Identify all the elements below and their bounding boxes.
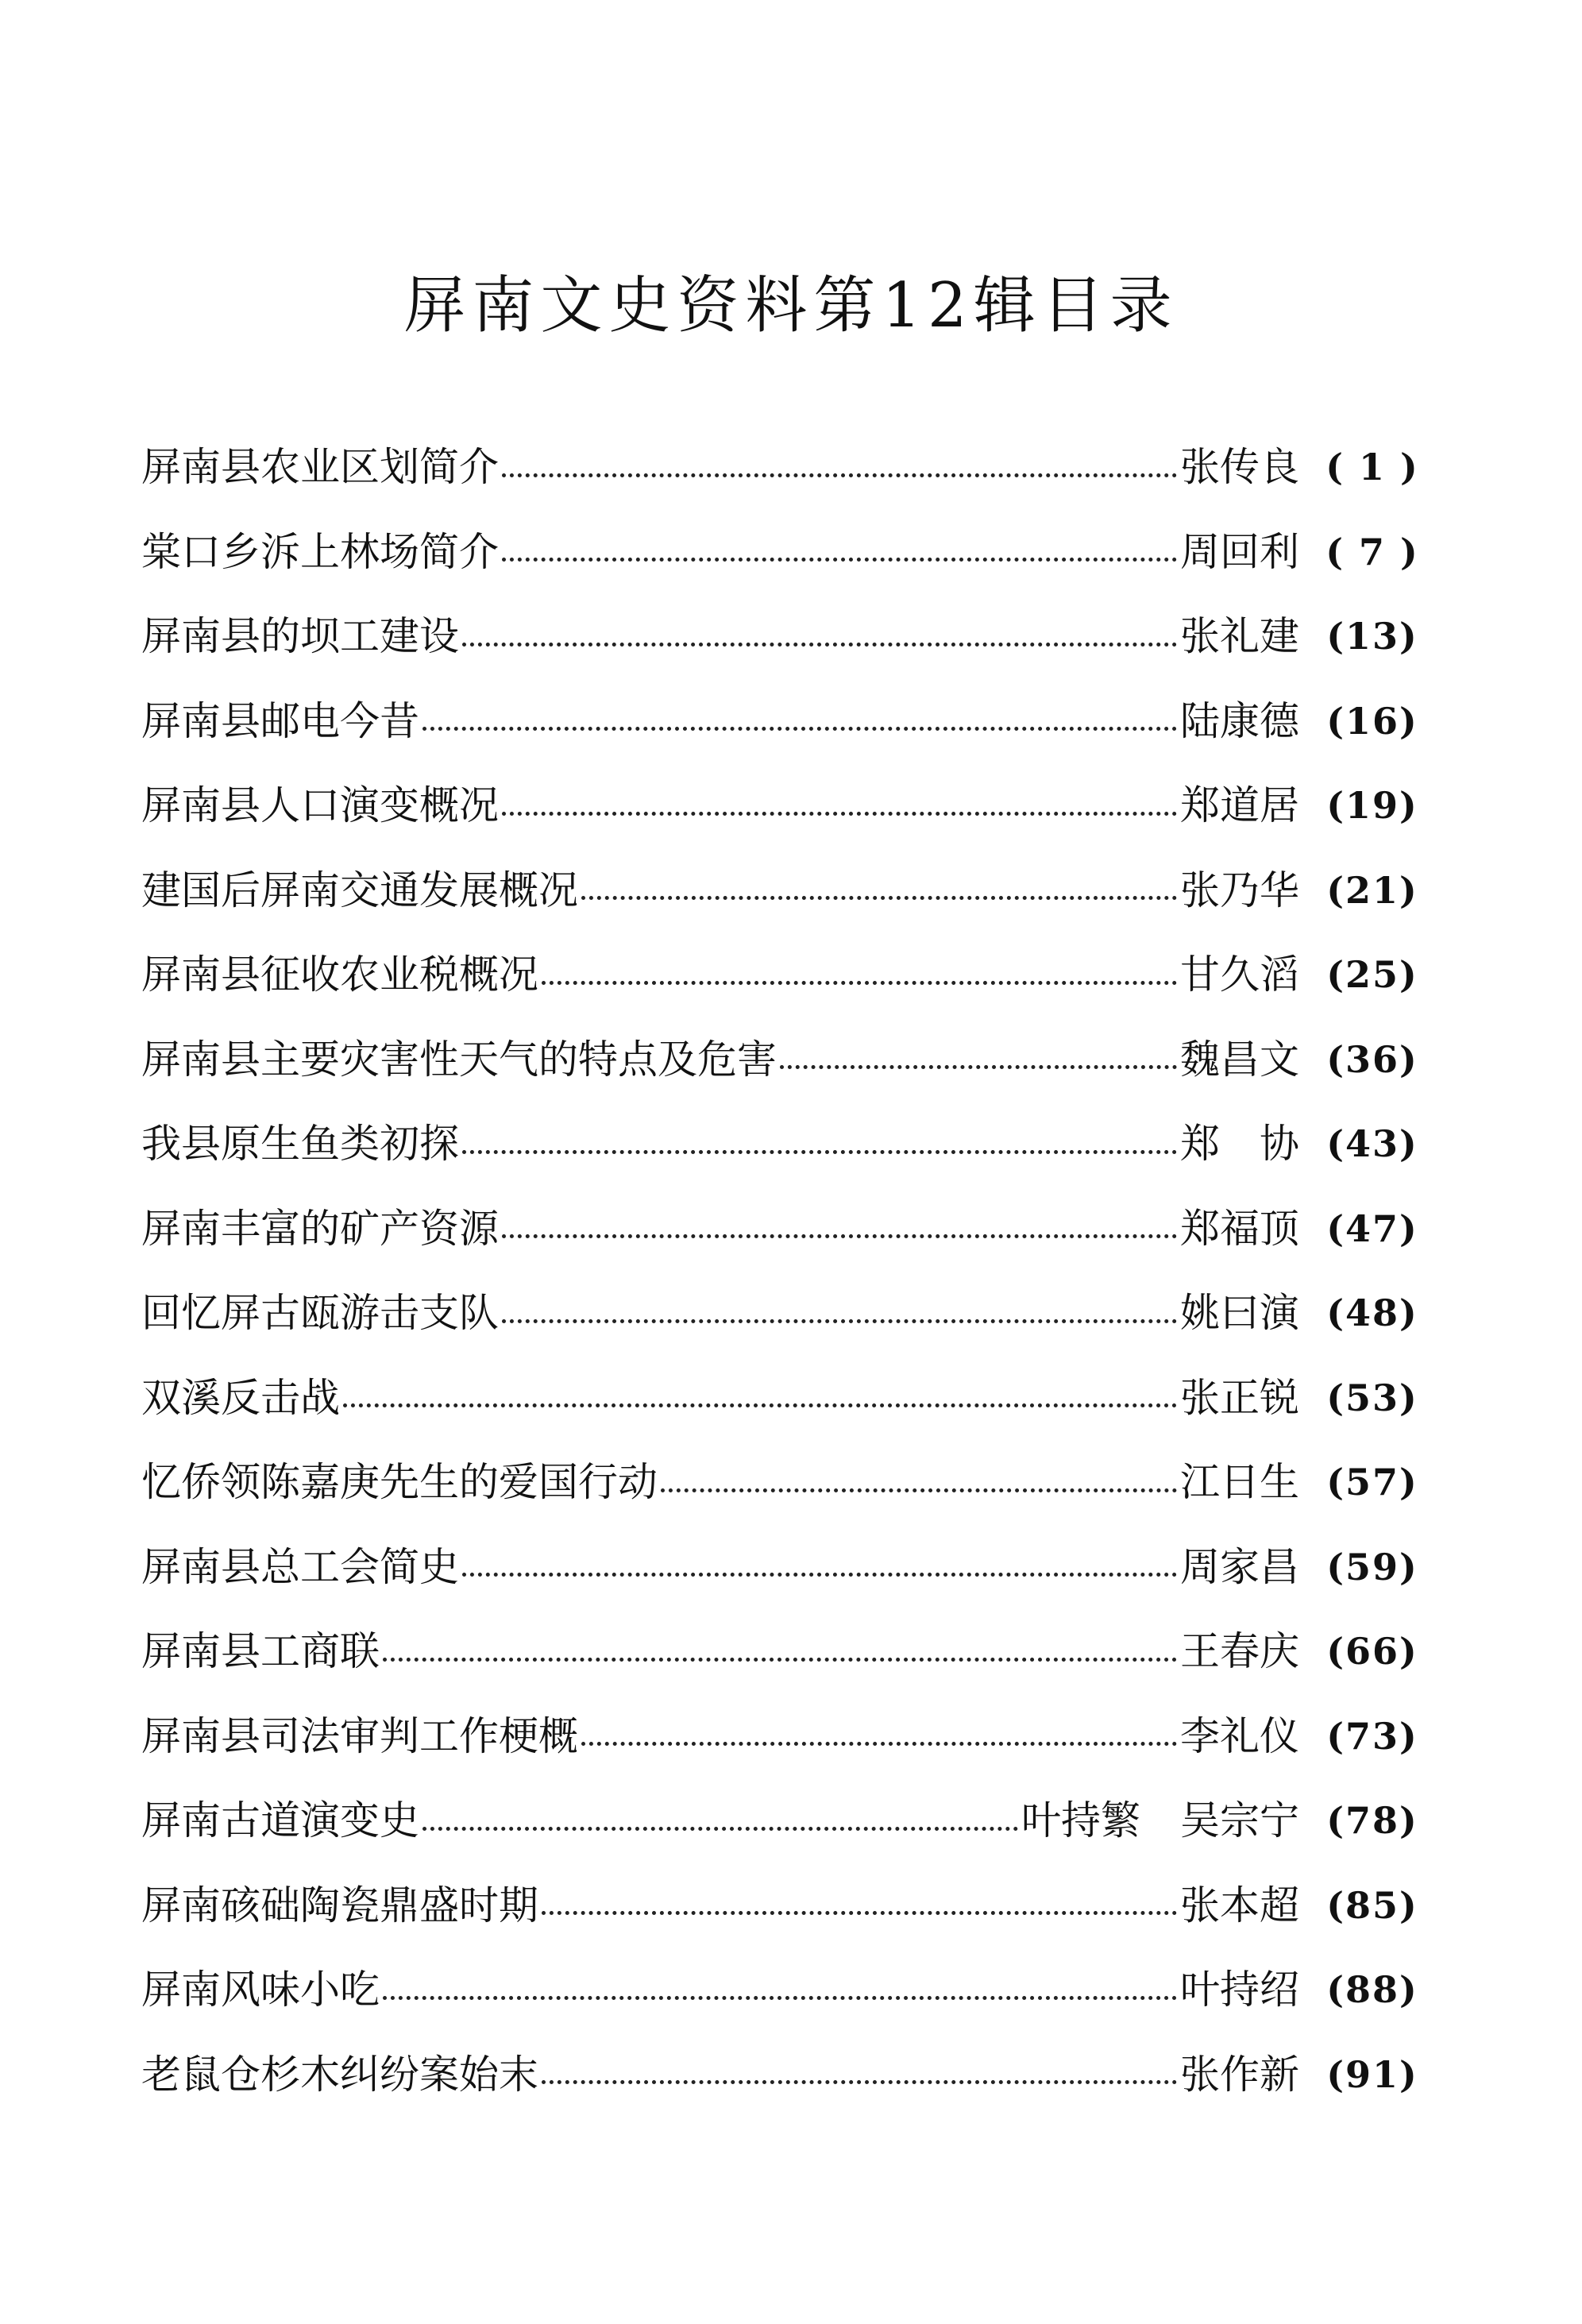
dot-leader [502,812,1177,816]
entry-author: 王春庆 [1180,1628,1299,1675]
dot-leader [661,1488,1177,1492]
entry-title: 屏南县人口演变概况 [141,782,499,829]
entry-page-number: (73) [1326,1714,1418,1758]
entry-author: 李礼仪 [1180,1712,1299,1759]
dot-leader [423,727,1177,731]
toc-entry [141,763,1445,848]
entry-author: 张正锐 [1180,1374,1299,1421]
dot-leader [462,1150,1177,1154]
dot-leader [542,981,1177,985]
toc-entry [141,1187,1445,1272]
toc-entry [141,1440,1445,1525]
entry-title: 屏南县征收农业税概况 [141,952,538,998]
entry-author: 魏昌文 [1180,1036,1299,1083]
entry-author: 姚曰演 [1180,1290,1299,1337]
entry-page-number: (66) [1326,1630,1418,1674]
entry-author: 陆康德 [1180,697,1299,744]
toc-entry [141,932,1445,1017]
entry-author: 周家昌 [1180,1543,1299,1590]
dot-leader [383,1996,1177,2000]
entry-title: 老鼠仓杉木纠纷案始末 [141,2051,538,2098]
entry-title: 建国后屏南交通发展概况 [141,867,578,913]
entry-author: 郑道居 [1180,782,1299,829]
table-of-contents [141,425,1445,2117]
entry-title: 屏南县的坝工建设 [141,613,459,660]
entry-author: 张本超 [1180,1882,1299,1928]
entry-page-number: ( 7 ) [1325,530,1419,573]
entry-page-number: (78) [1326,1799,1418,1843]
dot-leader [502,1319,1177,1323]
toc-entry [141,1271,1445,1356]
dot-leader [542,1911,1177,1915]
entry-page-number: (43) [1326,1122,1418,1166]
entry-author: 张礼建 [1180,613,1299,660]
entry-author: 叶持繁 吴宗宁 [1021,1797,1299,1844]
entry-title: 回忆屏古瓯游击支队 [141,1290,499,1337]
dot-leader [780,1065,1177,1069]
toc-entry [141,848,1445,933]
entry-page-number: (85) [1326,1883,1418,1927]
entry-page-number: (57) [1326,1461,1418,1504]
dot-leader [343,1403,1177,1407]
dot-leader [542,2080,1177,2084]
entry-page-number: (88) [1326,1968,1418,2012]
entry-page-number: (48) [1326,1291,1418,1335]
entry-page-number: (19) [1326,784,1418,828]
entry-author: 江日生 [1180,1459,1299,1506]
entry-title: 屏南丰富的矿产资源 [141,1205,499,1252]
entry-title: 双溪反击战 [141,1374,340,1421]
entry-author: 张作新 [1180,2051,1299,2098]
dot-leader [383,1658,1177,1662]
dot-leader [502,1234,1177,1238]
dot-leader [581,896,1177,900]
entry-page-number: ( 1 ) [1325,446,1419,489]
entry-author: 叶持绍 [1180,1967,1299,2013]
entry-title: 屏南县邮电今昔 [141,697,419,744]
page-title: 屏南文史资料第12辑目录 [403,270,1179,342]
toc-entry [141,1609,1445,1694]
entry-page-number: (91) [1326,2052,1418,2096]
dot-leader [502,473,1177,477]
toc-entry [141,1102,1445,1187]
entry-author: 甘久滔 [1180,952,1299,998]
entry-title: 屏南县总工会简史 [141,1543,459,1590]
toc-entry [141,1948,1445,2033]
entry-page-number: (21) [1326,868,1418,912]
entry-page-number: (25) [1326,953,1418,997]
toc-entry [141,425,1445,510]
entry-author: 张传良 [1180,444,1299,491]
dot-leader [462,1573,1177,1577]
entry-title: 屏南县农业区划简介 [141,444,499,491]
dot-leader [502,558,1177,562]
entry-page-number: (16) [1326,699,1418,743]
dot-leader [462,643,1177,647]
toc-entry [141,2033,1445,2117]
toc-entry [141,1017,1445,1102]
entry-page-number: (13) [1326,615,1418,658]
toc-entry [141,679,1445,764]
entry-title: 屏南县工商联 [141,1628,380,1675]
entry-title: 屏南古道演变史 [141,1797,419,1844]
dot-leader [423,1827,1018,1831]
toc-entry [141,1863,1445,1948]
entry-title: 我县原生鱼类初探 [141,1121,459,1168]
entry-page-number: (47) [1326,1206,1418,1250]
dot-leader [581,1742,1177,1746]
toc-entry [141,1778,1445,1863]
entry-title: 屏南硋础陶瓷鼎盛时期 [141,1882,538,1928]
entry-author: 郑 协 [1180,1121,1299,1168]
entry-page-number: (53) [1326,1376,1418,1419]
entry-page-number: (36) [1326,1037,1418,1081]
entry-title: 棠口乡泝上林场简介 [141,528,499,575]
entry-title: 屏南县主要灾害性天气的特点及危害 [141,1036,777,1083]
toc-entry [141,1356,1445,1441]
entry-author: 周回利 [1180,528,1299,575]
entry-author: 郑福顶 [1180,1205,1299,1252]
entry-title: 屏南风味小吃 [141,1967,380,2013]
entry-page-number: (59) [1326,1545,1418,1589]
toc-entry [141,1694,1445,1779]
toc-entry [141,1525,1445,1610]
toc-entry [141,510,1445,595]
entry-title: 忆侨领陈嘉庚先生的爱国行动 [141,1459,658,1506]
entry-author: 张乃华 [1180,867,1299,913]
toc-entry [141,594,1445,679]
entry-title: 屏南县司法审判工作梗概 [141,1712,578,1759]
